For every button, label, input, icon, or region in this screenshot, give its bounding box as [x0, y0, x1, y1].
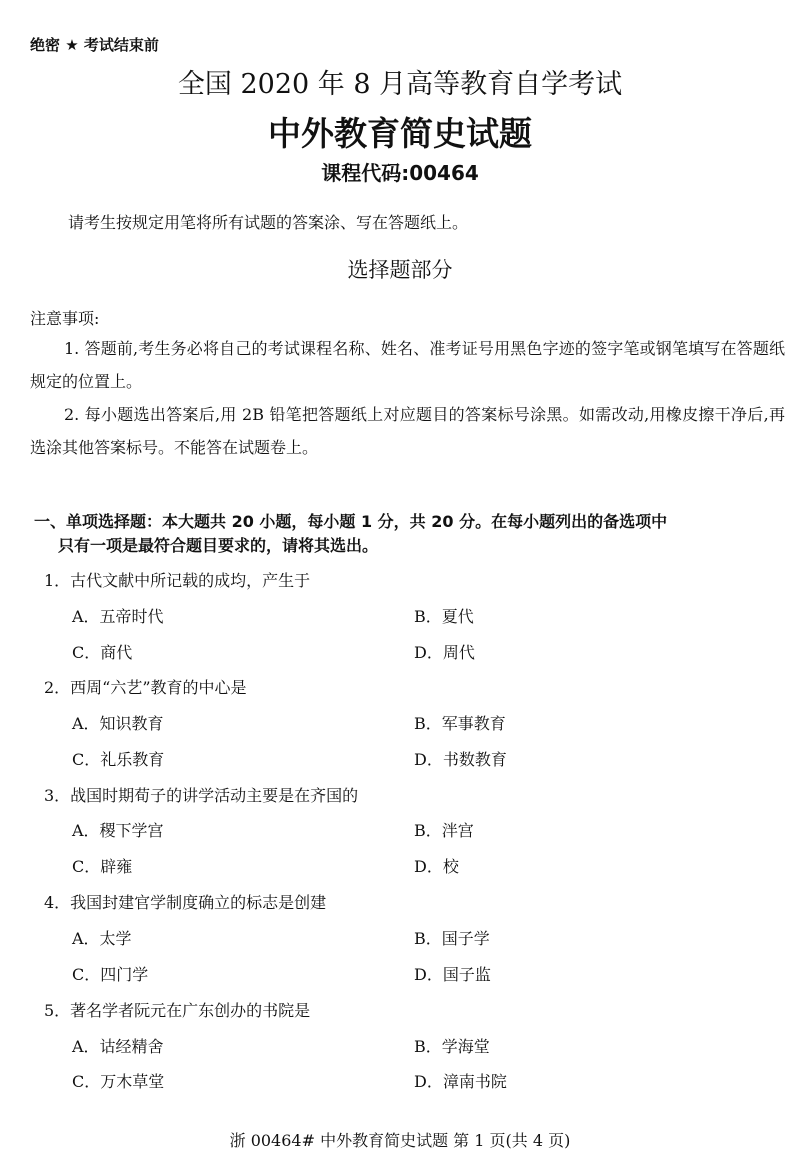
option-b: B．学海堂: [414, 1037, 490, 1056]
notice-item: [30, 332, 785, 398]
option-c: C．万木草堂: [72, 1072, 165, 1091]
section-title: 选择题部分: [347, 258, 453, 282]
notice-item: [30, 398, 785, 464]
option-c: C．礼乐教育: [72, 750, 165, 769]
option-b: B．泮宫: [414, 821, 474, 840]
option-d: D．漳南书院: [414, 1072, 507, 1091]
option-a: A．太学: [72, 929, 132, 948]
page-footer: 浙 00464# 中外教育简史试题 第 1 页(共 4 页): [229, 1131, 571, 1150]
answer-instruction: 请考生按规定用笔将所有试题的答案涂、写在答题纸上。: [68, 213, 469, 232]
option-d: D．周代: [414, 643, 475, 662]
option-d: D．国子监: [414, 965, 491, 984]
part-one-line: 只有一项是最符合题目要求的，请将其选出。: [58, 536, 379, 555]
question-stem: 3．战国时期荀子的讲学活动主要是在齐国的: [44, 786, 359, 805]
option-c: C．辟雍: [72, 857, 133, 876]
course-code: 课程代码:00464: [321, 161, 479, 185]
question-stem: 1．古代文献中所记载的成均，产生于: [44, 571, 311, 590]
option-d: D．书数教育: [414, 750, 507, 769]
option-c: C．商代: [72, 643, 133, 662]
part-one-heading: [34, 510, 774, 558]
option-a: A．五帝时代: [72, 607, 164, 626]
option-b: B．国子学: [414, 929, 490, 948]
question-stem: 4．我国封建官学制度确立的标志是创建: [44, 893, 327, 912]
option-a: A．诂经精舍: [72, 1037, 164, 1056]
option-a: A．知识教育: [72, 714, 164, 733]
option-d: D．校: [414, 857, 459, 876]
exam-title: 全国 2020 年 8 月高等教育自学考试: [177, 69, 623, 100]
option-b: B．军事教育: [414, 714, 506, 733]
option-c: C．四门学: [72, 965, 149, 984]
notice-label: 注意事项:: [30, 309, 100, 328]
option-a: A．稷下学宫: [72, 821, 164, 840]
option-b: B．夏代: [414, 607, 474, 626]
part-one-line: 一、单项选择题：本大题共 20 小题，每小题 1 分，共 20 分。在每小题列出的备选项中: [34, 512, 668, 531]
question-stem: 2．西周“六艺”教育的中心是: [44, 678, 247, 697]
notice-item-text: 1. 答题前,考生务必将自己的考试课程名称、姓名、准考证号用黑色字迹的签字笔或钢笔填写在答题纸规定的位置上。: [30, 339, 785, 391]
subject-title: 中外教育简史试题: [268, 114, 532, 153]
notice-item-text: 2. 每小题选出答案后,用 2B 铅笔把答题纸上对应题目的答案标号涂黑。如需改动,用橡皮擦干净后,再选涂其他答案标号。不能答在试题卷上。: [30, 405, 785, 457]
confidential-note: 绝密 ★ 考试结束前: [30, 36, 159, 54]
question-stem: 5．著名学者阮元在广东创办的书院是: [44, 1001, 311, 1020]
